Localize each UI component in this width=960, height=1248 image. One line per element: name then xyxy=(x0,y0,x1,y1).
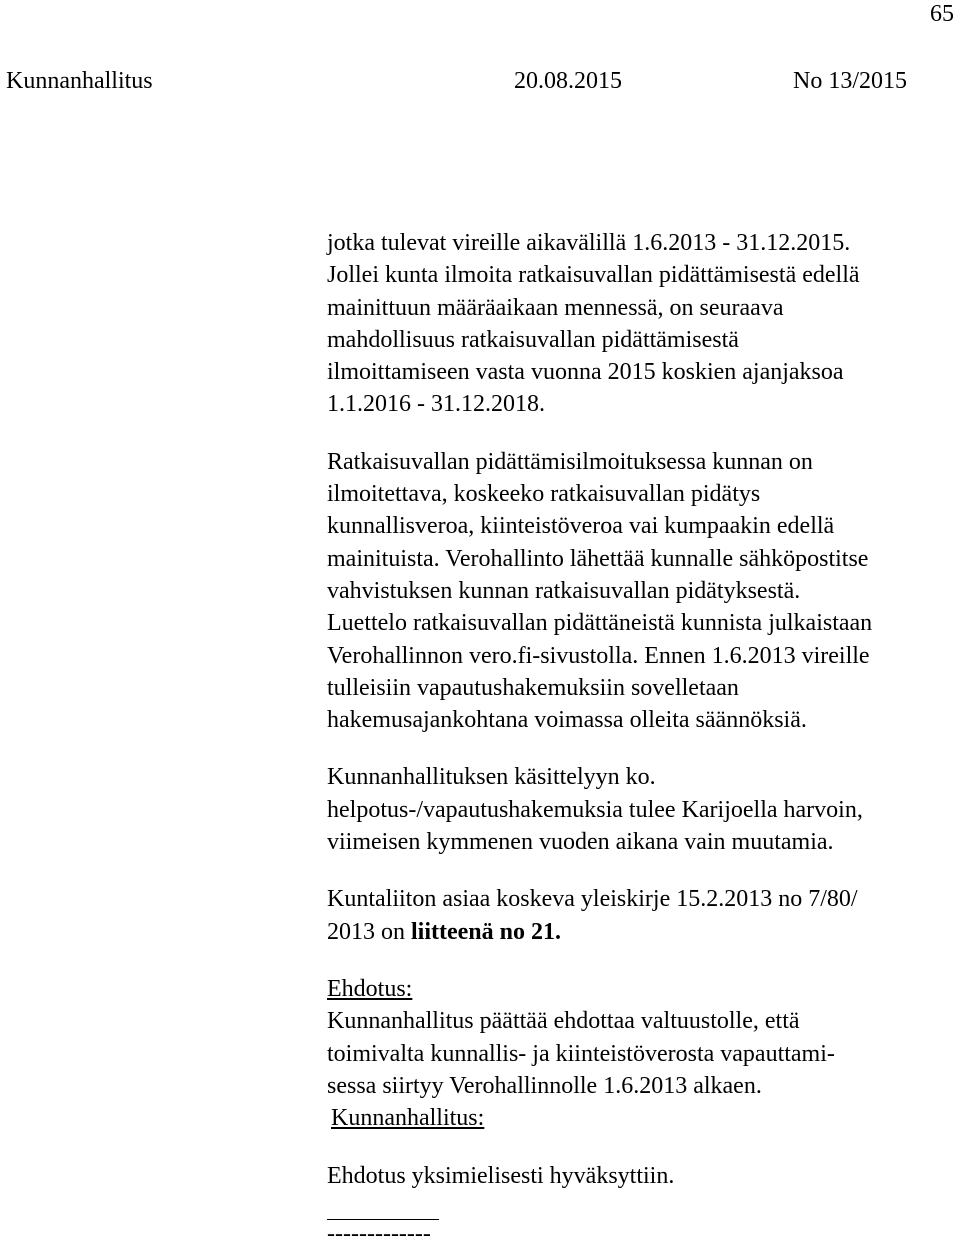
header-meeting-number: No 13/2015 xyxy=(793,68,907,94)
page-number: 65 xyxy=(930,1,954,27)
paragraph-notification xyxy=(327,446,957,737)
text-line: Kunnanhallituksen käsittelyyn ko. xyxy=(327,764,656,791)
text-line: mainittuun määräaikaan mennessä, on seuraava xyxy=(327,294,784,321)
header-organization: Kunnanhallitus xyxy=(6,68,153,94)
text-line: hakemusajankohtana voimassa olleita säännöksiä. xyxy=(327,707,807,734)
text-line: kunnallisveroa, kiinteistöveroa vai kumpaakin edellä xyxy=(327,513,835,540)
paragraph-board-handling xyxy=(327,761,957,858)
proposal-heading: Ehdotus: xyxy=(327,975,413,1002)
section-proposal xyxy=(327,973,957,1134)
decision-heading: Kunnanhallitus: xyxy=(331,1105,485,1132)
text-line: 1.1.2016 - 31.12.2018. xyxy=(327,391,545,418)
text-line: Verohallinnon vero.fi-sivustolla. Ennen 1.6.2013 vireille xyxy=(327,642,870,669)
attachment-reference: liitteenä no 21. xyxy=(411,918,561,945)
header-date: 20.08.2015 xyxy=(514,68,622,94)
text-line: Jollei kunta ilmoita ratkaisuvallan pidättämisestä edellä xyxy=(327,262,860,289)
decision-heading-line xyxy=(327,1102,957,1134)
text-line: mahdollisuus ratkaisuvallan pidättämisestä xyxy=(327,326,739,353)
text-line: ilmoittamiseen vasta vuonna 2015 koskien ajanjaksoa xyxy=(327,359,844,386)
dash-separator: ------------- xyxy=(327,1220,431,1247)
signature-line xyxy=(327,1197,439,1220)
text-line: toimivalta kunnallis- ja kiinteistöverosta vapauttami- xyxy=(327,1040,835,1067)
paragraph-circular-reference xyxy=(327,883,957,948)
text-line: vahvistuksen kunnan ratkaisuvallan pidätyksestä. xyxy=(327,577,801,604)
text-line: ilmoitettava, koskeeko ratkaisuvallan pidätys xyxy=(327,481,761,508)
text-line: jotka tulevat vireille aikavälillä 1.6.2013 - 31.12.2015. xyxy=(327,230,851,256)
text-fragment: 2013 on xyxy=(327,918,411,945)
text-line: Ratkaisuvallan pidättämisilmoituksessa kunnan on xyxy=(327,448,813,475)
text-line: mainituista. Verohallinto lähettää kunnalle sähköpostitse xyxy=(327,545,869,572)
document-body xyxy=(327,227,957,1248)
text-line xyxy=(327,916,957,948)
text-line: Kunnanhallitus päättää ehdottaa valtuustolle, että xyxy=(327,1008,800,1035)
text-line: tulleisiin vapautushakemuksiin sovelletaan xyxy=(327,674,739,701)
paragraph-application-period xyxy=(327,227,957,421)
text-line: Luettelo ratkaisuvallan pidättäneistä kunnista julkaistaan xyxy=(327,610,873,637)
text-line: helpotus-/vapautushakemuksia tulee Karijoella harvoin, xyxy=(327,796,863,823)
document-header xyxy=(6,66,936,96)
text-line: viimeisen kymmenen vuoden aikana vain muutamia. xyxy=(327,829,834,856)
text-line: Kuntaliiton asiaa koskeva yleiskirje 15.2.2013 no 7/80/ xyxy=(327,886,858,913)
text-line: sessa siirtyy Verohallinnolle 1.6.2013 alkaen. xyxy=(327,1072,762,1099)
decision-text: Ehdotus yksimielisesti hyväksyttiin. xyxy=(327,1163,675,1190)
section-decision xyxy=(327,1160,957,1247)
